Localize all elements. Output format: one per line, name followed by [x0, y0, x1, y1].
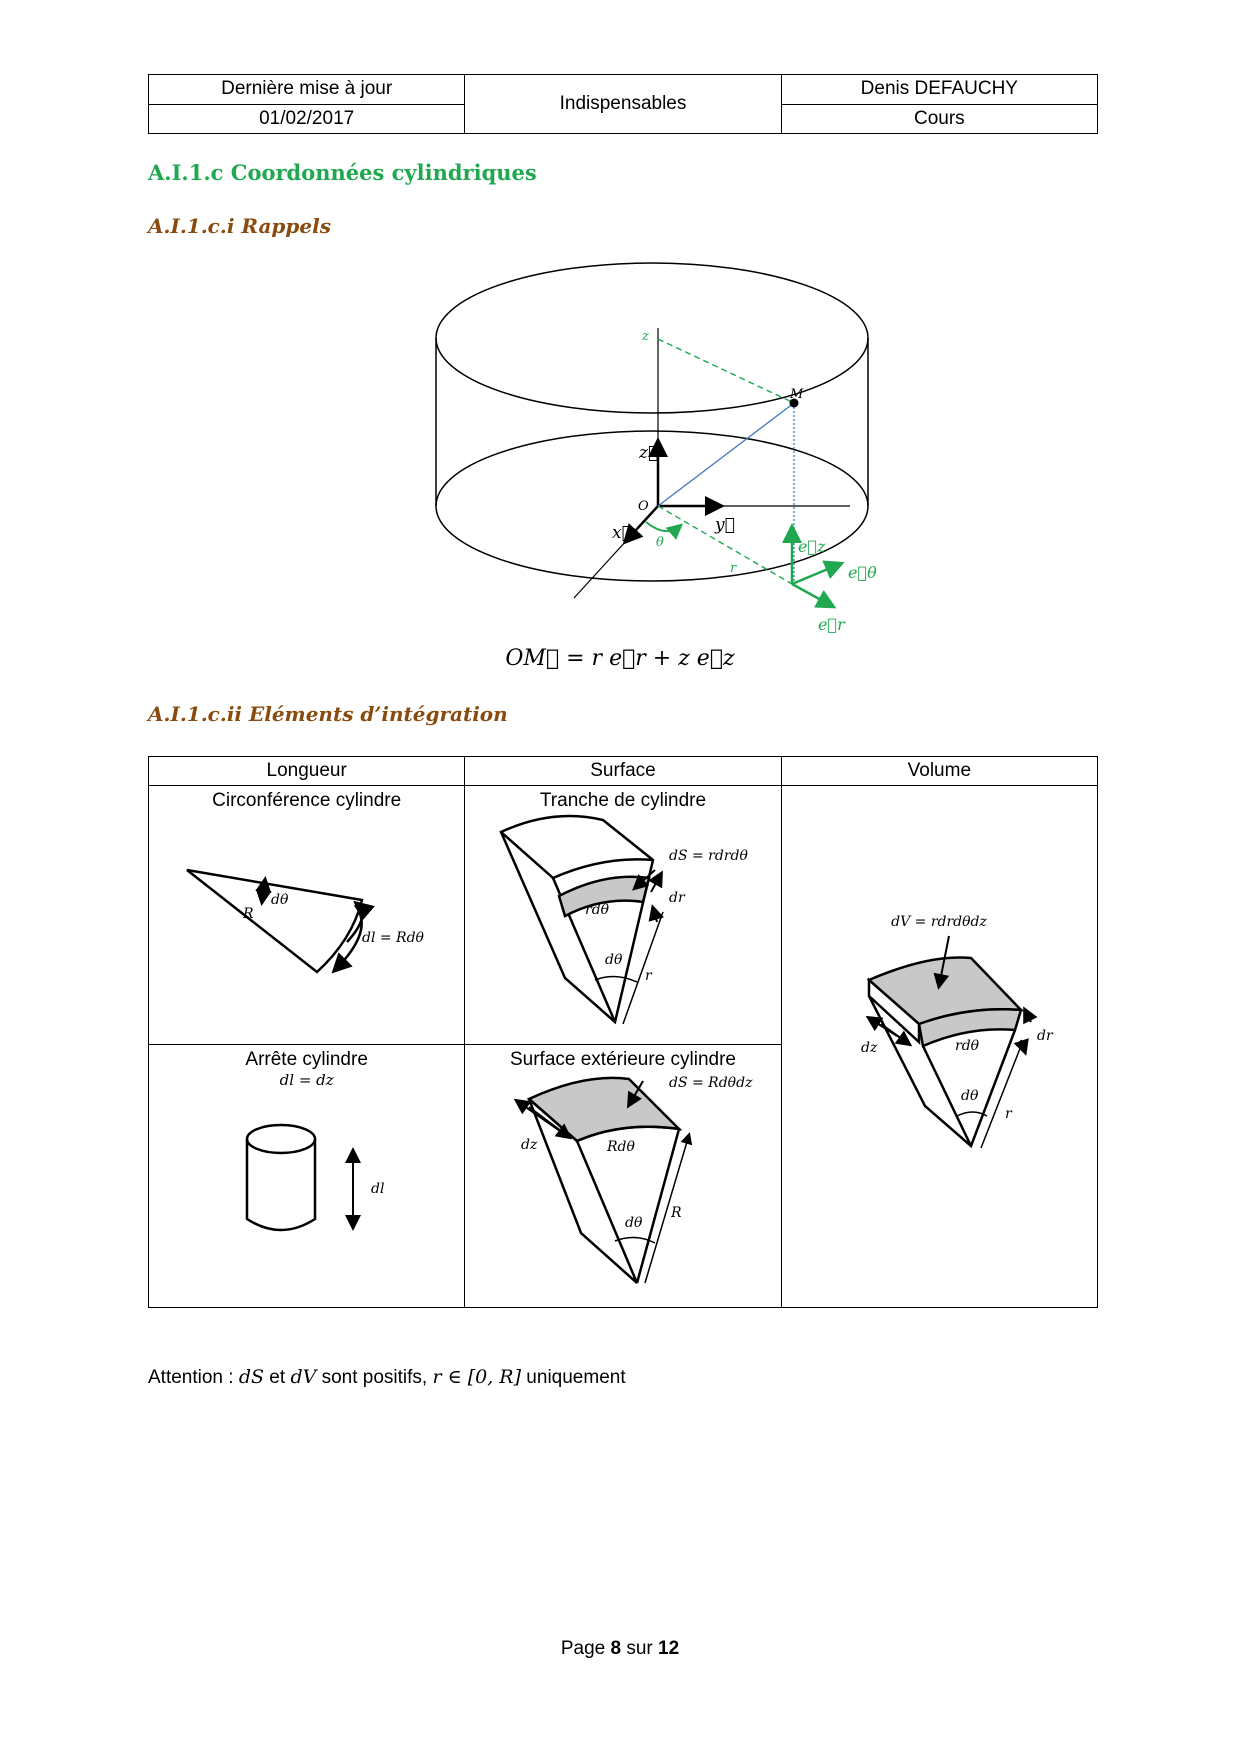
note-dV: dV	[290, 1366, 317, 1388]
cell-outer-surface	[465, 1045, 781, 1308]
vol-label-dz: dz	[861, 1040, 878, 1056]
subsection-elements-title: A.I.1.c.ii Eléments d’intégration	[148, 702, 508, 726]
cylinder-figure	[420, 260, 880, 650]
header-author: Denis DEFAUCHY	[781, 75, 1097, 105]
circ-label-R: R	[242, 906, 254, 922]
vol-label-dtheta: dθ	[961, 1088, 979, 1104]
last-update-label: Dernière mise à jour	[149, 75, 465, 105]
slice-title: Tranche de cylindre	[539, 790, 707, 811]
circ-label-dl: dl = Rdθ	[361, 930, 424, 946]
header-table	[148, 74, 1098, 134]
label-O: O	[638, 499, 649, 514]
edge-subtitle: dl = dz	[279, 1071, 334, 1089]
label-ez: e⃗z	[798, 537, 826, 556]
footer-page-number: 8	[610, 1638, 622, 1659]
om-formula: OM⃗ = r e⃗r + z e⃗z	[505, 646, 735, 671]
subsection-rappels-title: A.I.1.c.i Rappels	[148, 214, 331, 238]
note-and: et	[264, 1367, 291, 1388]
header-volume: Volume	[781, 757, 1097, 786]
note-range: r ∈ [0, R]	[432, 1366, 522, 1388]
footer-page-label: Page	[560, 1638, 611, 1659]
header-surface: Surface	[465, 757, 781, 786]
slice-label-rdtheta: rdθ	[584, 902, 610, 918]
etheta-vector	[792, 564, 840, 584]
vol-label-dV: dV = rdrdθdz	[891, 914, 988, 930]
header-type: Cours	[781, 104, 1097, 134]
note-suffix: uniquement	[521, 1367, 626, 1388]
circumference-title: Circonférence cylindre	[212, 790, 402, 811]
label-z-vec: z⃗	[639, 443, 659, 463]
outer-label-R: R	[670, 1205, 682, 1221]
edge-figure	[157, 1107, 457, 1287]
cell-volume	[781, 786, 1097, 1308]
outer-label-dtheta: dθ	[624, 1215, 643, 1231]
outer-surface-figure	[473, 1071, 773, 1301]
label-er: e⃗r	[818, 615, 845, 634]
note-dS: dS	[238, 1366, 265, 1388]
vol-label-r: r	[1005, 1106, 1013, 1122]
label-M: M	[790, 387, 804, 402]
om-vector	[658, 403, 794, 506]
label-theta: θ	[656, 535, 664, 550]
circumference-figure	[157, 820, 457, 1020]
note-prefix: Attention :	[148, 1367, 239, 1388]
slice-label-dr: dr	[668, 890, 685, 906]
header-center: Indispensables	[465, 75, 781, 134]
label-z: z	[642, 329, 649, 344]
er-vector	[792, 584, 832, 606]
vol-label-dr: dr	[1037, 1028, 1053, 1044]
outer-label-dS: dS = Rdθdz	[668, 1075, 753, 1091]
outer-label-Rdtheta: Rdθ	[606, 1139, 635, 1155]
header-date: 01/02/2017	[149, 104, 465, 134]
edge-title: Arrête cylindre	[245, 1049, 368, 1070]
page-footer	[0, 1638, 1240, 1660]
vol-label-rdtheta: rdθ	[955, 1038, 980, 1054]
circ-label-dtheta: dθ	[270, 892, 289, 908]
volume-figure	[789, 896, 1089, 1196]
attention-note	[148, 1366, 626, 1389]
cell-slice	[465, 786, 781, 1045]
label-y-vec: y⃗	[715, 515, 735, 535]
slice-figure	[473, 812, 773, 1042]
slice-label-dtheta: dθ	[604, 952, 623, 968]
footer-total-pages: 12	[658, 1638, 680, 1659]
slice-label-dS: dS = rdrdθ	[668, 848, 748, 864]
footer-sep: sur	[621, 1638, 659, 1659]
cell-circumference	[149, 786, 465, 1045]
slice-label-r: r	[644, 968, 652, 984]
outer-surface-title: Surface extérieure cylindre	[509, 1049, 736, 1070]
section-title: A.I.1.c Coordonnées cylindriques	[148, 160, 537, 185]
label-x-vec: x⃗	[612, 523, 632, 543]
header-longueur: Longueur	[149, 757, 465, 786]
note-middle: sont positifs,	[316, 1367, 433, 1388]
label-r: r	[730, 561, 737, 576]
outer-label-dz: dz	[520, 1137, 538, 1153]
integration-table	[148, 756, 1098, 1308]
cell-edge	[149, 1045, 465, 1308]
edge-label-dl: dl	[370, 1181, 385, 1197]
label-etheta: e⃗θ	[848, 563, 877, 582]
